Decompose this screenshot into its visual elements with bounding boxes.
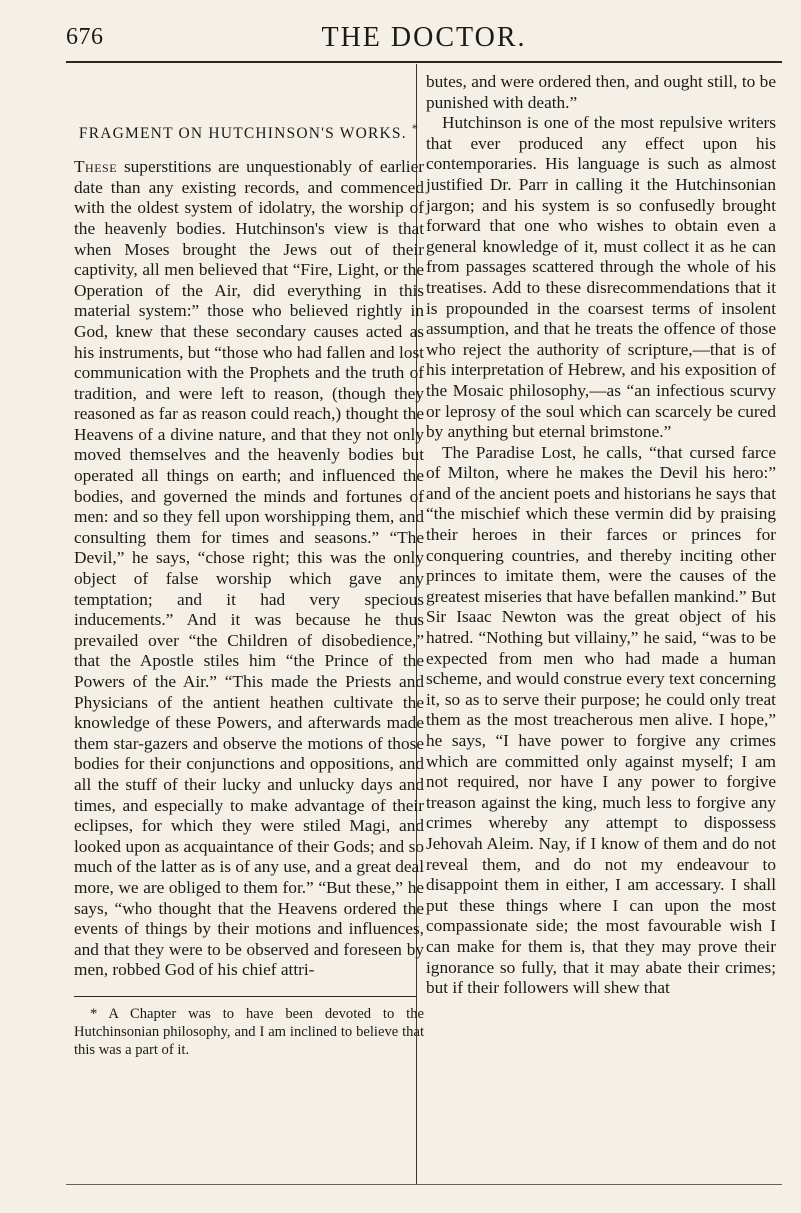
article-heading bbox=[74, 118, 424, 144]
running-head bbox=[66, 22, 782, 58]
article-heading-text: FRAGMENT ON HUTCHINSON'S WORKS. bbox=[78, 125, 407, 143]
left-column-text: superstitions are unquestionably of earlier date than any existing records, and commenced with the oldest system of idolatry, the worship of the heavenly bodies. Hutchinson's view is that when Moses brought the Jews out of their captivity, all men believed that “Fire, Light, or the Operation of the Air, did everything in this material system:” those who believed rightly in God, knew that these secondary causes acted as his instruments, but “those who had fallen and lost communication with the Prophets and the truth of tradition, and were left to reason, (though they reasoned as far as reason could reach,) thought the Heavens of a divine nature, and that they not only moved themselves and the heavenly bodies but operated all things on earth; and influenced the bodies, and governed the minds and fortunes of men: and so they fell upon worshipping them, and consulting them for times and seasons.” “The Devil,” he says, “chose right; this was the only object of false worship which gave any temptation; and it had very specious inducements.” And it was because he thus prevailed over “the Children of disobedience,” that the Apostle stiles him “the Prince of the Powers of the Air.” “This made the Priests and Physicians of the antient heathen cultivate the knowledge of these Powers, and afterwards made them star-gazers and observe the motions of those bodies for their conjunctions and oppositions, and all the stuff of their lucky and unlucky days and times, and especially to make advantage of their eclipses, for which they were stiled Magi, and looked upon as acquaintance of their Gods; and so much of the latter as is of any use, and a great deal more, we are obliged to them for.” “But these,” he says, “who thought that the Heavens ordered the events of things by their motions and influences, and that they were to be observed and foreseen by men, robbed God of his chief attri- bbox=[74, 157, 424, 980]
lead-word: These bbox=[74, 157, 118, 177]
body-paragraph: butes, and were ordered then, and ought still, to be punished with death.” bbox=[426, 72, 776, 112]
footnote-marker: * bbox=[411, 121, 420, 135]
body-paragraph: The Paradise Lost, he calls, “that cursed farce of Milton, where he makes the Devil his hero:” and of the ancient poets and historians he says that “the mischief which these vermin did by praising their heroes in their farces or princes for conquering countries, and thereby inciting other princes to imitate them, were the causes of the greatest miseries that have befallen mankind.” But Sir Isaac Newton was the great object of his hatred. “Nothing but villainy,” he said, “was to be expected from men who had made a human scheme, and would construe every text concerning it, so as to serve their purpose; he could only treat them as the most treacherous men alive. I hope,” he says, “I have power to forgive any crimes which are committed only against myself; I am not required, nor have I any power to forgive treason against the king, much less to forgive any crimes whereby any attempt to dispossess Jehovah Aleim. Nay, if I know of them and do not reveal them, and do not my endeavour to disappoint them in either, I am accessary. I shall put these things where I can upon the most compassionate side; the most favourable wish I can make for them is, that they may prove their ignorance so fully, that it may abate their crimes; but if their followers will shew that bbox=[426, 442, 776, 998]
right-column bbox=[426, 72, 776, 999]
running-title: THE DOCTOR. bbox=[321, 22, 527, 53]
header-rule bbox=[66, 61, 782, 63]
page-bottom-rule bbox=[66, 1184, 782, 1185]
page-number: 676 bbox=[66, 24, 104, 50]
left-column bbox=[74, 72, 424, 1059]
footnote-rule bbox=[74, 996, 416, 997]
body-paragraph bbox=[74, 157, 424, 981]
footnote: * A Chapter was to have been devoted to the Hutchinsonian philosophy, and I am inclined to believe that this was a part of it. bbox=[74, 1005, 424, 1058]
body-paragraph: Hutchinson is one of the most repulsive writers that ever produced any effect upon his contemporaries. His language is such as almost justified Dr. Parr in calling it the Hutchinsonian jargon; and his system is so confusedly brought forward that one who wishes to obtain even a general knowledge of it, must collect it as he can from passages scattered through the whole of his treatises. Add to these disrecommendations that it is propounded in the coarsest terms of insolent assumption, and that he treats the offence of those who reject the authority of scripture,—that is of his interpretation of Hebrew, and his exposition of the Mosaic philosophy,—as “an infectious scurvy or leprosy of the soul which can scarcely be cured by anything but eternal brimstone.” bbox=[426, 113, 776, 442]
